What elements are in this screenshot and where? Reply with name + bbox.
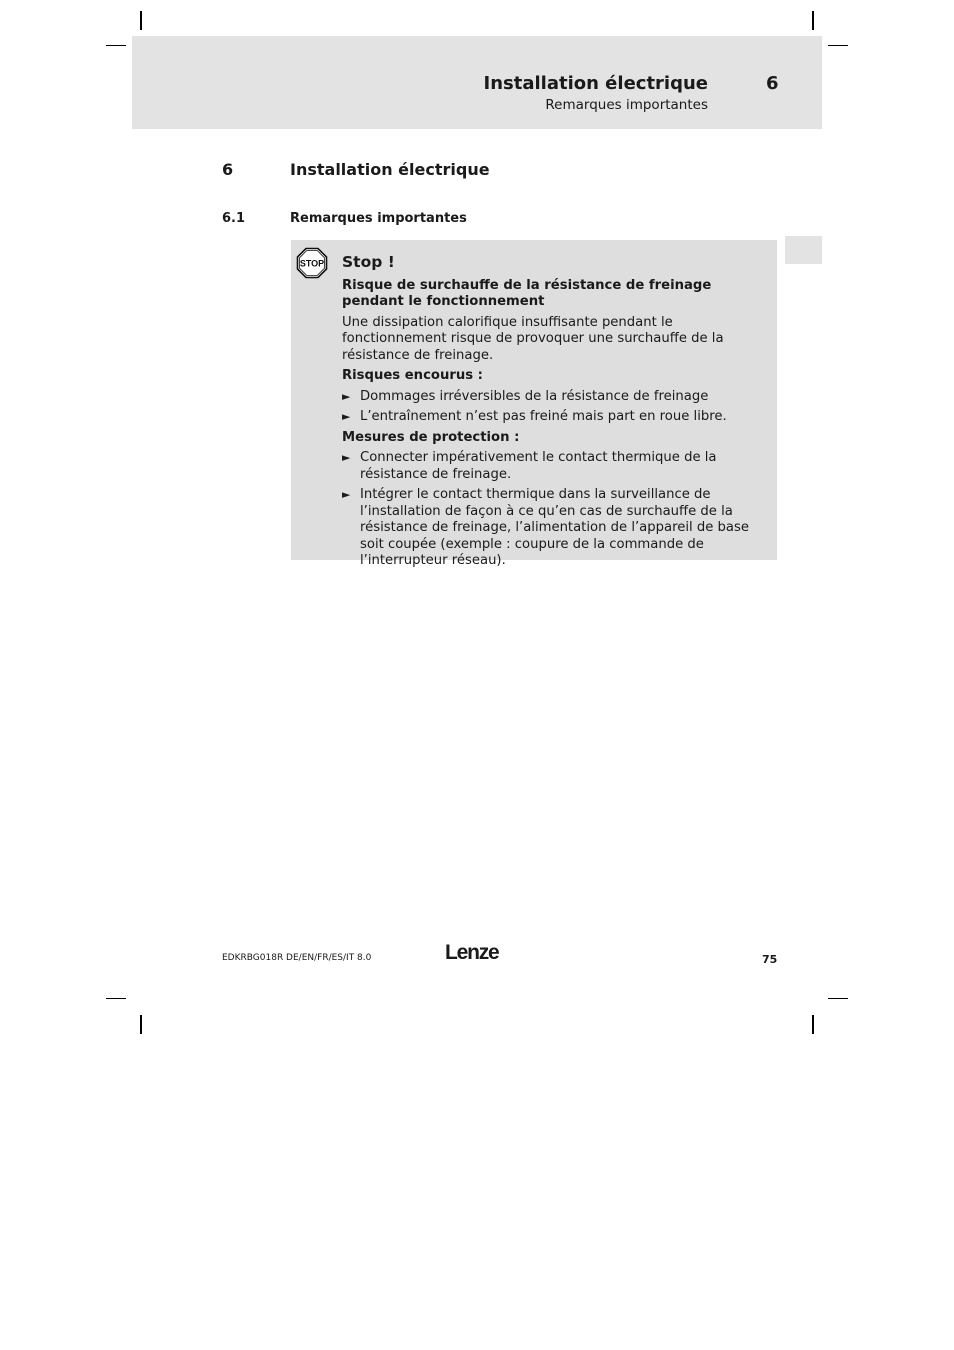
section-title: Installation électrique	[290, 160, 490, 179]
header-subtitle: Remarques importantes	[545, 97, 708, 113]
subsection-title: Remarques importantes	[290, 211, 467, 226]
notice-heading: Risque de surchauffe de la résistance de freinage pendant le fonctionnement	[342, 277, 712, 309]
page-header	[132, 36, 822, 129]
header-chapter-number: 6	[766, 73, 779, 94]
bullet-arrow-icon: ►	[342, 389, 351, 403]
list-item	[342, 409, 770, 426]
section-number: 6	[222, 160, 234, 179]
page-number: 75	[762, 953, 778, 966]
bullet-arrow-icon: ►	[342, 451, 351, 464]
crop-mark	[812, 1015, 814, 1034]
risk-text: L’entraînement n’est pas freiné mais part en roue libre.	[360, 409, 727, 424]
notice-content	[342, 254, 770, 574]
measure-text: Intégrer le contact thermique dans la surveillance de l’installation de façon à ce qu’en cas de surchauffe de la résistance de freinage, l’alimentation de l’appareil de base soit coupée (exemple : coupure de la commande de l’interrupteur réseau).	[360, 487, 749, 568]
notice-description: Une dissipation calorifique insuffisante pendant le fonctionnement risque de provoquer une surchauffe de la résistance de freinage.	[342, 314, 724, 363]
crop-mark	[812, 11, 814, 30]
measure-text: Connecter impérativement le contact thermique de la résistance de freinage.	[360, 450, 717, 482]
notice-title: Stop !	[342, 253, 395, 271]
crop-mark	[140, 11, 142, 30]
document-code: EDKRBG018R DE/EN/FR/ES/IT 8.0	[222, 953, 372, 963]
crop-mark	[828, 45, 848, 46]
measures-label: Mesures de protection :	[342, 429, 520, 445]
stop-icon-label: STOP	[299, 258, 325, 269]
header-title: Installation électrique	[483, 73, 708, 94]
stop-icon	[296, 247, 328, 279]
list-item	[342, 450, 770, 483]
crop-mark	[106, 45, 126, 46]
chapter-tab-marker	[785, 236, 822, 264]
list-item	[342, 487, 770, 570]
crop-mark	[140, 1015, 142, 1034]
list-item	[342, 389, 770, 406]
crop-mark	[828, 998, 848, 999]
bullet-arrow-icon: ►	[342, 488, 351, 501]
lenze-logo: Lenze	[445, 941, 499, 964]
risks-label: Risques encourus :	[342, 368, 483, 383]
subsection-number: 6.1	[222, 211, 246, 226]
risk-text: Dommages irréversibles de la résistance de freinage	[360, 388, 709, 404]
bullet-arrow-icon: ►	[342, 410, 351, 423]
crop-mark	[106, 998, 126, 999]
